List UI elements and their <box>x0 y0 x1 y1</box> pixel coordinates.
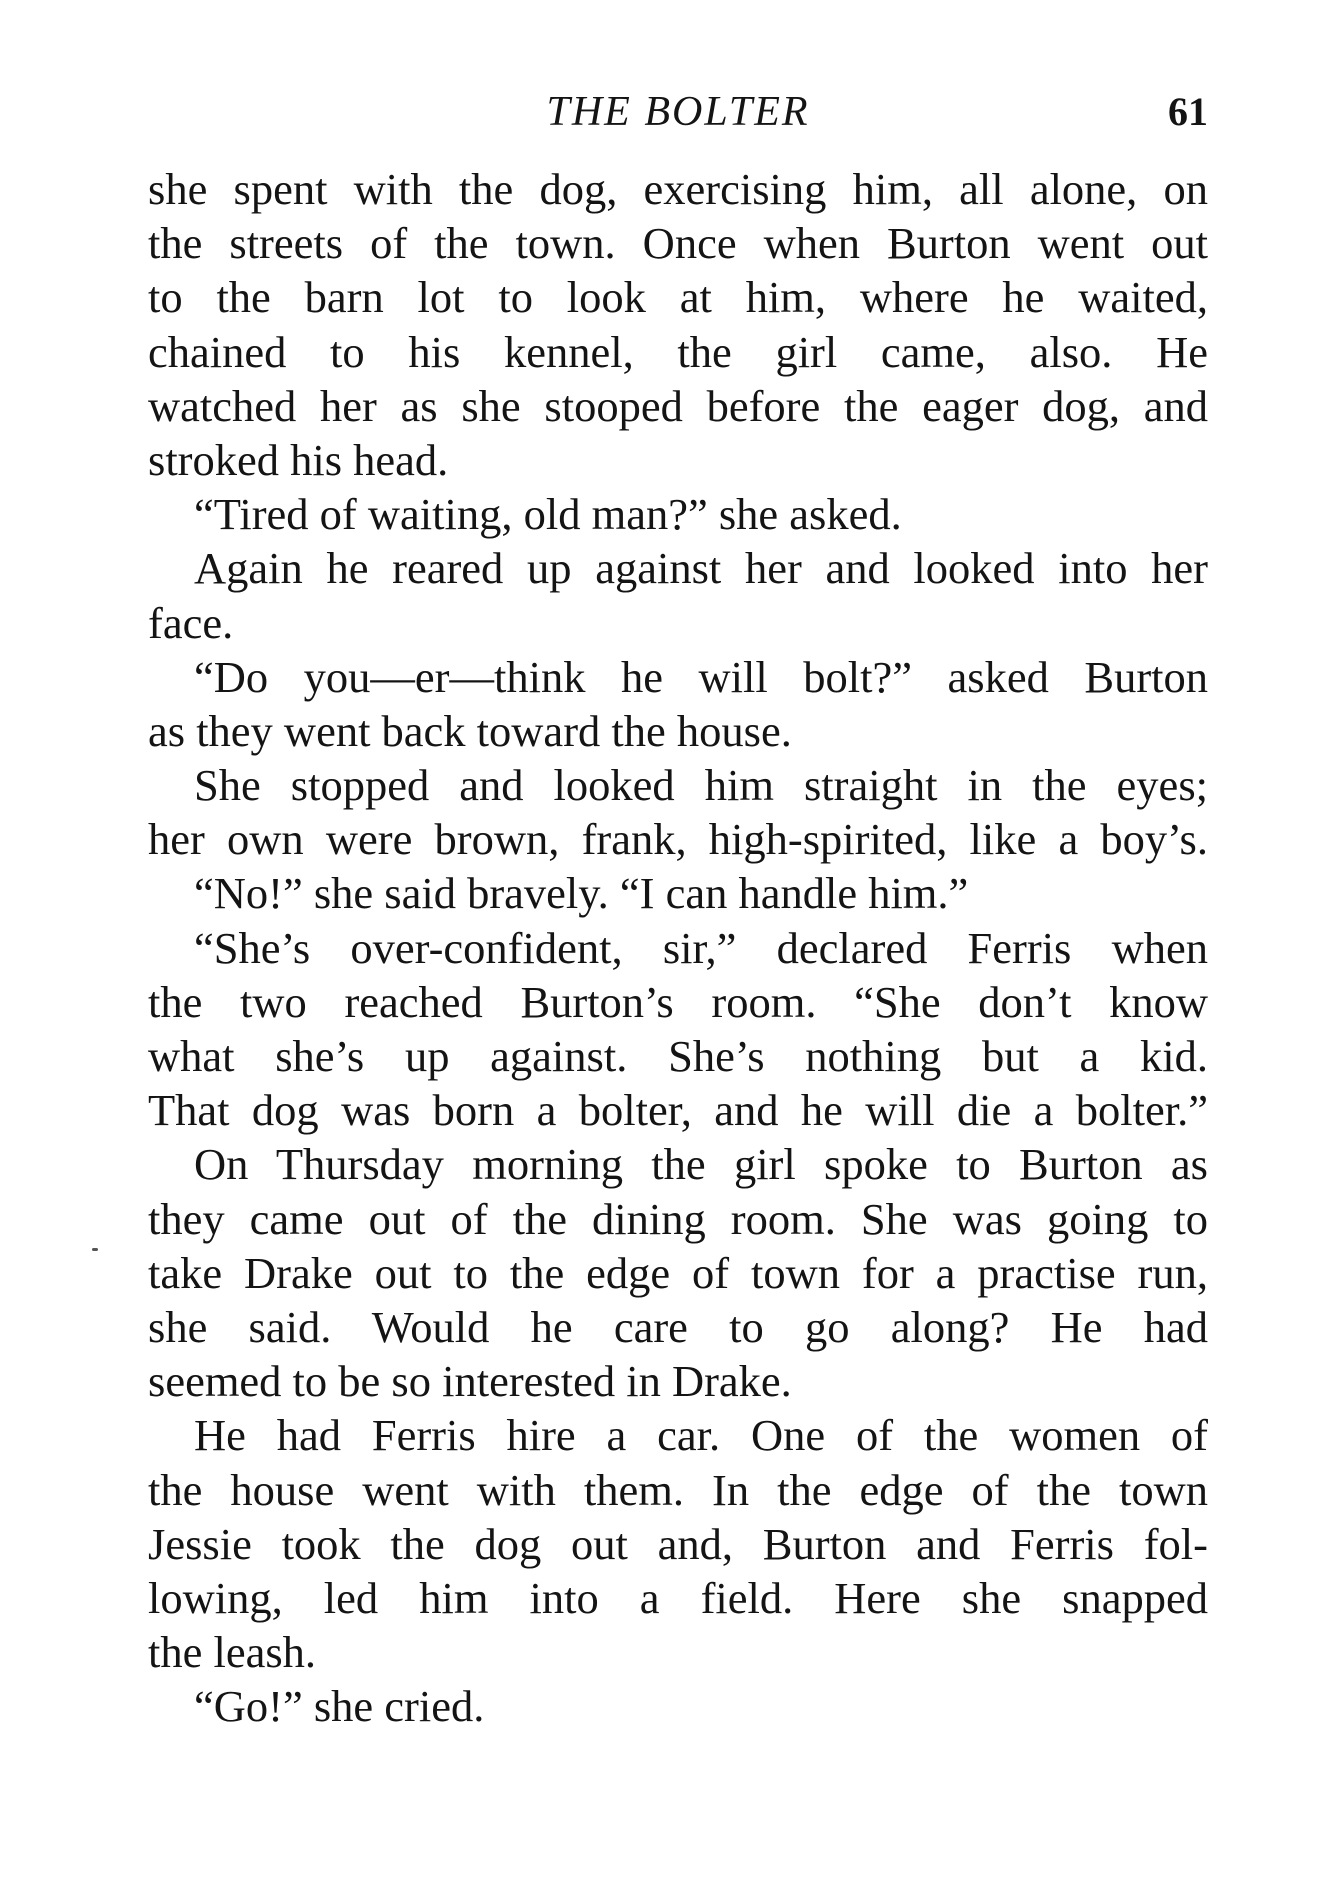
text-line: She stopped and looked him straight in the eyes; <box>194 760 1208 811</box>
text-line: “No!” she said bravely. “I can handle him.” <box>194 868 969 919</box>
running-head <box>148 82 1208 142</box>
page-number: 61 <box>1168 89 1208 134</box>
text-line: “She’s over-confident, sir,” declared Ferris when <box>194 922 1208 973</box>
text-line: her own were brown, frank, high-spirited, like a boy’s. <box>148 814 1208 865</box>
text-line: the two reached Burton’s room. “She don’t know <box>148 976 1208 1027</box>
text-line: face. <box>148 597 234 648</box>
text-line: lowing, led him into a field. Here she snapped <box>148 1572 1208 1623</box>
text-line: she spent with the dog, exercising him, all alone, on <box>148 164 1208 214</box>
running-title: THE BOLTER <box>546 89 810 135</box>
text-line: He had Ferris hire a car. One of the women of <box>194 1410 1208 1461</box>
text-line: That dog was born a bolter, and he will die a bolter.” <box>148 1085 1208 1136</box>
text-line: “Go!” she cried. <box>194 1681 485 1732</box>
text-line: the leash. <box>148 1627 317 1678</box>
text-line: the streets of the town. Once when Burton went out <box>148 218 1208 269</box>
text-line: to the barn lot to look at him, where he waited, <box>148 272 1208 323</box>
text-line: Jessie took the dog out and, Burton and Ferris fol- <box>148 1518 1208 1569</box>
text-line: take Drake out to the edge of town for a practise run, <box>148 1247 1208 1298</box>
text-line: the house went with them. In the edge of the town <box>148 1464 1208 1515</box>
text-line: “Tired of waiting, old man?” she asked. <box>194 489 902 540</box>
text-line: as they went back toward the house. <box>148 705 792 756</box>
text-line: they came out of the dining room. She was going to <box>148 1193 1208 1244</box>
text-line: what she’s up against. She’s nothing but a kid. <box>148 1031 1208 1081</box>
body-text <box>148 162 1208 1733</box>
text-line: stroked his head. <box>148 434 449 485</box>
text-line: On Thursday morning the girl spoke to Burton as <box>194 1139 1208 1190</box>
text-line: Again he reared up against her and looked into her <box>194 543 1208 594</box>
text-line: seemed to be so interested in Drake. <box>148 1356 792 1407</box>
text-line: watched her as she stooped before the eager dog, and <box>148 380 1208 431</box>
text-line: she said. Would he care to go along? He had <box>148 1301 1208 1352</box>
text-line: chained to his kennel, the girl came, also. He <box>148 326 1208 377</box>
text-line: “Do you—er—think he will bolt?” asked Burton <box>194 651 1208 702</box>
ink-speck <box>92 1248 98 1251</box>
